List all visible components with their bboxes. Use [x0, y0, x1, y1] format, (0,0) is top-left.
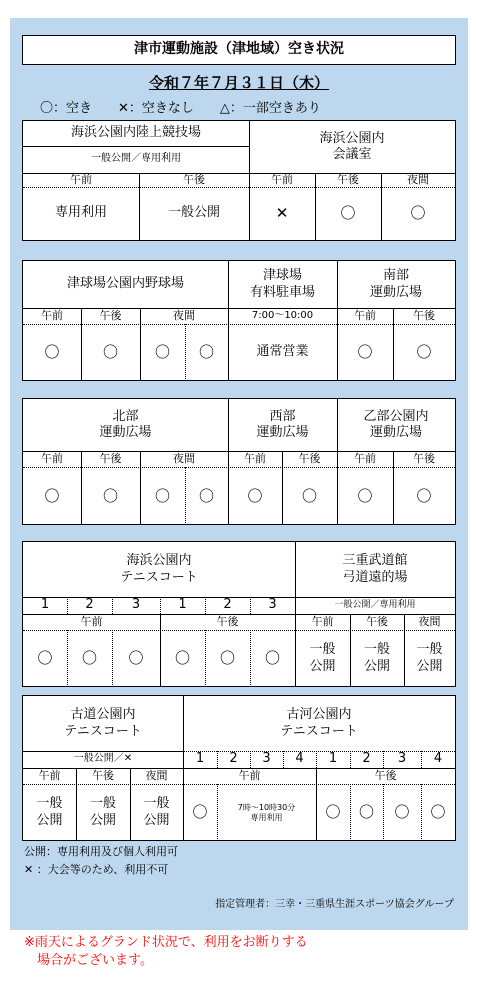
report-date-text: 令和７年７月３１日（木） — [148, 74, 329, 92]
period-night: 夜間 — [407, 173, 429, 187]
note-unavailable: ✕ ：大会等のため、利用不可 — [24, 863, 169, 876]
court-number: 3 — [397, 751, 407, 767]
status-cell: 〇 — [410, 204, 426, 223]
facility-name: 海浜公園内 会議室 — [319, 130, 385, 162]
note-public: 公開：専用利用及び個人利用可 — [24, 845, 178, 858]
facility-name: 西部 運動広場 — [256, 408, 309, 440]
court-number: 1 — [178, 597, 187, 613]
period-pm: 午後 — [216, 615, 239, 629]
section-tsu-baseball — [22, 260, 456, 381]
period-pm: 午後 — [413, 452, 435, 466]
period-pm: 午後 — [366, 615, 388, 629]
section-furumichi-kogawa-tennis — [22, 695, 456, 841]
period-pm: 午後 — [298, 452, 321, 466]
facility-name: 古河公園内 テニスコート — [280, 707, 358, 739]
period-pm: 午後 — [183, 173, 205, 187]
court-number: 3 — [268, 597, 277, 613]
court-number: 4 — [295, 751, 304, 767]
status-cell: 一般公開 — [167, 205, 220, 221]
special-use-note: 7時～10時30分 専用利用 — [237, 802, 296, 822]
status-cell: 〇 — [192, 803, 208, 822]
period-am: 午前 — [271, 173, 293, 187]
court-number: 3 — [262, 751, 271, 767]
section-kaihin-track — [22, 120, 456, 241]
status-cell: 〇 — [416, 343, 432, 362]
status-cell: 〇 — [358, 803, 374, 822]
period-am: 午前 — [41, 452, 63, 466]
status-cell: 〇 — [264, 649, 280, 668]
court-number: 2 — [85, 597, 94, 613]
facility-name: 南部 運動広場 — [369, 268, 422, 300]
status-cell: 〇 — [102, 486, 118, 505]
period-pm: 午後 — [374, 769, 397, 783]
court-number: 2 — [223, 597, 232, 613]
status-cell: 〇 — [198, 486, 214, 505]
status-cell: 〇 — [357, 343, 373, 362]
period-am: 午前 — [70, 173, 92, 187]
court-number: 4 — [433, 751, 443, 767]
status-cell: 一般 公開 — [363, 642, 390, 674]
status-cell: 〇 — [174, 649, 190, 668]
period-pm: 午後 — [337, 173, 359, 187]
facility-name: 津球場公園内野球場 — [66, 276, 184, 292]
usage-type: 一般公開／専用利用 — [91, 153, 181, 165]
status-cell: 一般 公開 — [36, 796, 63, 828]
court-number: 1 — [40, 597, 50, 613]
status-cell: 〇 — [247, 486, 263, 505]
status-cell: 〇 — [44, 343, 60, 362]
facility-name: 海浜公園内 テニスコート — [120, 553, 198, 585]
rain-warning: ※雨天によるグランド状況で、利用をお断りする 場合がございます。 — [24, 935, 308, 968]
court-number: 1 — [328, 751, 338, 767]
status-cell: 〇 — [102, 343, 118, 362]
status-cell: 一般 公開 — [143, 796, 170, 828]
period-am: 午前 — [354, 309, 376, 323]
status-cell: 専用利用 — [54, 205, 107, 221]
usage-type: 一般公開／✕ — [73, 753, 133, 765]
period-pm: 午後 — [413, 309, 435, 323]
status-cell: 〇 — [154, 486, 170, 505]
period-night: 夜間 — [145, 769, 168, 783]
parking-hours: 7:00～10:00 — [251, 309, 314, 321]
period-pm: 午後 — [99, 309, 122, 323]
court-number: 2 — [229, 751, 238, 767]
title-box — [22, 35, 456, 65]
status-cell: 一般 公開 — [309, 642, 336, 674]
period-am: 午前 — [41, 309, 63, 323]
facility-name: 三重武道館 弓道遠的場 — [342, 553, 408, 585]
period-pm: 午後 — [92, 769, 114, 783]
period-am: 午前 — [80, 615, 103, 629]
period-am: 午前 — [354, 452, 376, 466]
period-night: 夜間 — [173, 309, 195, 323]
symbol-legend: 〇：空き ✕：空きなし △：一部空きあり — [40, 100, 321, 116]
status-cell: 〇 — [340, 204, 356, 223]
period-am: 午前 — [238, 769, 261, 783]
page-title: 津市運動施設（津地域）空き状況 — [134, 41, 344, 58]
court-number: 2 — [362, 751, 371, 767]
status-cell: 〇 — [357, 486, 373, 505]
period-pm: 午後 — [99, 452, 122, 466]
status-cell: 〇 — [37, 649, 53, 668]
section-kaihin-tennis — [22, 541, 456, 687]
status-cell: 〇 — [154, 343, 170, 362]
section-sports-grounds — [22, 398, 456, 525]
status-cell: 〇 — [325, 803, 341, 822]
facility-name: 海浜公園内陸上競技場 — [70, 125, 201, 141]
usage-type: 一般公開／専用利用 — [334, 599, 416, 610]
status-cell: 〇 — [219, 649, 235, 668]
status-cell: ✕ — [275, 204, 289, 223]
status-cell: 一般 公開 — [89, 796, 116, 828]
status-cell: 〇 — [128, 649, 144, 668]
period-night: 夜間 — [173, 452, 195, 466]
period-night: 夜間 — [418, 615, 441, 629]
period-am: 午前 — [244, 452, 266, 466]
designated-manager: 指定管理者：三幸・三重県生涯スポーツ協会グループ — [215, 899, 454, 910]
period-am: 午前 — [38, 769, 61, 783]
facility-name: 乙部公園内 運動広場 — [363, 408, 429, 440]
facility-name: 古道公園内 テニスコート — [64, 707, 142, 739]
status-cell: 一般 公開 — [416, 642, 443, 674]
status-cell: 〇 — [198, 343, 214, 362]
status-cell: 〇 — [430, 803, 446, 822]
court-number: 1 — [195, 751, 205, 767]
status-cell: 〇 — [81, 649, 97, 668]
facility-name: 北部 運動広場 — [99, 408, 152, 440]
period-am: 午前 — [311, 615, 334, 629]
parking-status: 通常営業 — [256, 344, 309, 360]
status-cell: 〇 — [416, 486, 432, 505]
status-cell: 〇 — [394, 803, 410, 822]
report-date — [22, 72, 456, 94]
status-cell: 〇 — [44, 486, 60, 505]
court-number: 3 — [131, 597, 141, 613]
facility-name: 津球場 有料駐車場 — [249, 268, 315, 300]
status-cell: 〇 — [301, 486, 317, 505]
